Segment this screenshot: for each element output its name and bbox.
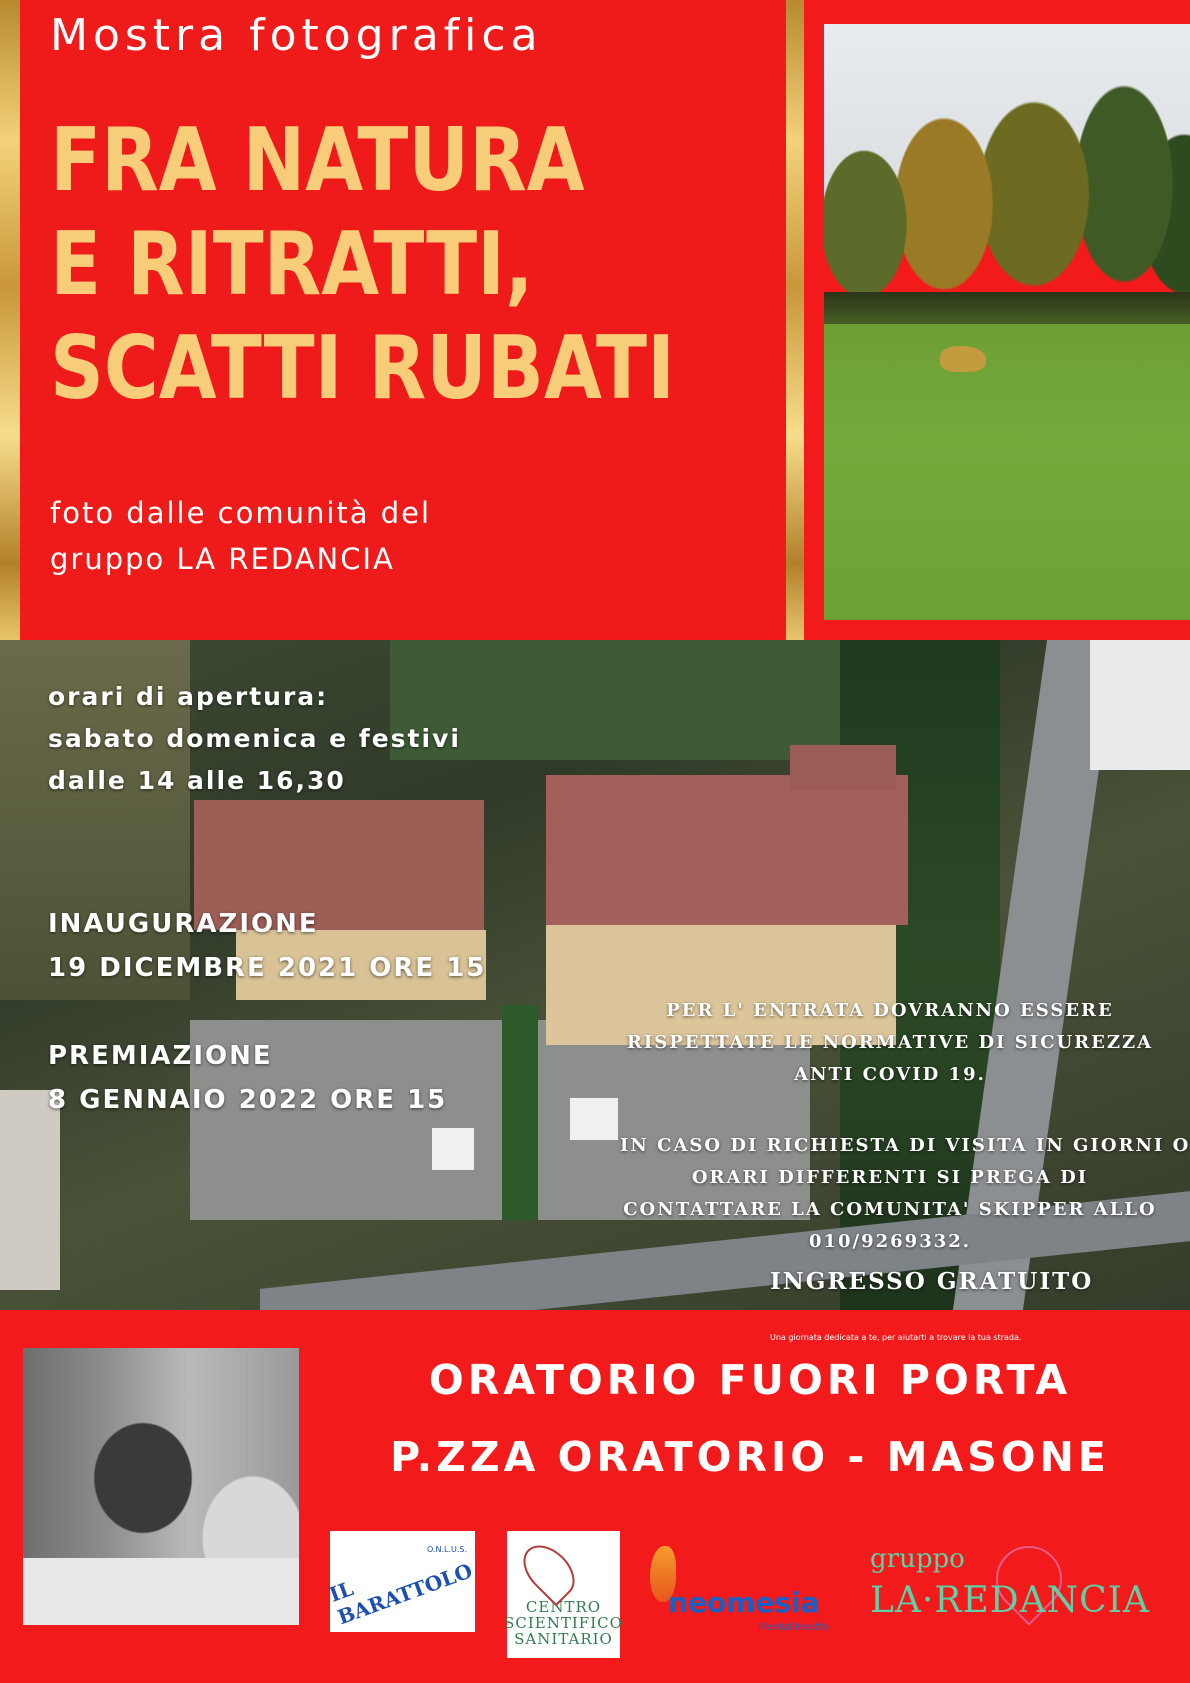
subtitle-line-2: gruppo LA REDANCIA [50, 542, 395, 576]
inauguration-date: 19 DICEMBRE 2021 ORE 15 [48, 953, 487, 983]
hours-line: dalle 14 alle 16,30 [48, 766, 346, 795]
venue-name: ORATORIO FUORI PORTA [428, 1356, 1072, 1404]
notice-line: CONTATTARE LA COMUNITA' SKIPPER ALLO [623, 1199, 1157, 1220]
barattolo-onlus: O.N.L.U.S. [426, 1545, 467, 1554]
exhibition-title [50, 108, 683, 420]
centro-scientifico-logo [504, 1531, 623, 1658]
gold-strip-middle [786, 0, 804, 640]
inauguration-label: INAUGURAZIONE [48, 909, 319, 939]
photo-dog [940, 346, 986, 372]
phone-number: 010/9269332. [808, 1231, 972, 1252]
notice-line: ORARI DIFFERENTI SI PREGA DI [691, 1167, 1089, 1188]
notice-line: ANTI COVID 19. [794, 1064, 986, 1085]
neomesia-name: neomesia [668, 1586, 820, 1619]
photo-grass [824, 324, 1190, 620]
tagline: Una giornata dedicata a te, per aiutarti a trovare la tua strada. [770, 1333, 1022, 1342]
centro-line: SANITARIO [514, 1629, 613, 1648]
notice-line: IN CASO DI RICHIESTA DI VISITA IN GIORNI O [620, 1135, 1190, 1156]
hours-line: orari di apertura: [48, 682, 329, 711]
aerial-tent [570, 1098, 618, 1140]
free-entry: INGRESSO GRATUITO [770, 1268, 1094, 1295]
contact-notice [620, 1130, 1190, 1258]
aerial-roof-annex [790, 745, 896, 791]
aerial-tent [432, 1128, 474, 1170]
notice-line: RISPETTATE LE NORMATIVE DI SICUREZZA [626, 1032, 1154, 1053]
covid-notice [620, 995, 1160, 1091]
aerial-building-photo [0, 640, 1190, 1310]
aerial-hedge [502, 1005, 538, 1220]
barattolo-name: IL BARATTOLO [326, 1557, 476, 1629]
awards-date: 8 GENNAIO 2022 ORE 15 [48, 1085, 448, 1115]
aerial-house [1090, 640, 1190, 770]
awards-label: PREMIAZIONE [48, 1041, 273, 1071]
awards [48, 1034, 447, 1122]
inauguration [48, 902, 486, 990]
title-line-3: SCATTI RUBATI [50, 317, 675, 419]
neomesia-logo [650, 1546, 840, 1636]
la-redancia-logo [870, 1538, 1170, 1658]
photo-floor [23, 1558, 299, 1625]
centro-line: SCIENTIFICO [504, 1613, 623, 1632]
centro-line: CENTRO [525, 1597, 602, 1616]
barattolo-logo [326, 1531, 476, 1632]
gold-strip-left [0, 0, 20, 640]
title-line-1: FRA NATURA [50, 109, 585, 211]
redancia-name: LA·REDANCIA [870, 1580, 1150, 1621]
neomesia-sub: Mental Health [758, 1622, 828, 1633]
man-dog-photo [23, 1348, 299, 1625]
hours-line: sabato domenica e festivi [48, 724, 461, 753]
redancia-gruppo: gruppo [870, 1544, 965, 1574]
centro-name [504, 1599, 623, 1647]
exhibition-kicker: Mostra fotografica [50, 10, 543, 61]
exhibition-subtitle [50, 490, 750, 582]
subtitle-line-1: foto dalle comunità del [50, 496, 432, 530]
pin-icon [514, 1536, 585, 1607]
aerial-main-roof [546, 775, 908, 925]
field-dog-photo [824, 24, 1190, 620]
notice-line: PER L' ENTRATA DOVRANNO ESSERE [666, 1000, 1114, 1021]
opening-hours [48, 676, 461, 802]
venue-address: P.ZZA ORATORIO - MASONE [390, 1433, 1110, 1481]
title-line-2: E RITRATTI, [50, 213, 534, 315]
